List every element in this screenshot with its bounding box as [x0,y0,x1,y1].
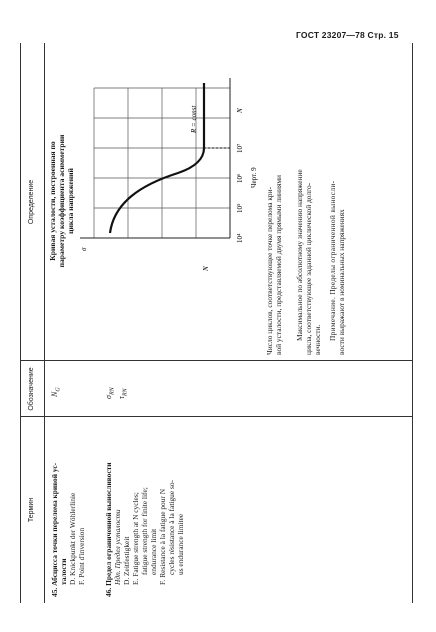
definition-46-line-2: цикла, соответствующее заданной циклической долго- [304,182,313,355]
term-46-french-3: us endurance limitee [176,513,185,575]
definition-46-line-3: вечности. [313,324,322,355]
designation-46-tau-sub: RN [122,388,129,397]
table-line-bottom [412,43,413,603]
definition-45-title-2: параметру коэффициента асимметрии [57,134,66,268]
fatigue-curve-figure [74,73,260,273]
y-axis-label: σ [80,247,88,251]
term-46-french-2: cycles résistance à la fatigue so- [167,479,176,575]
column-divider-2 [20,360,412,361]
term-45-title-1: Абсцисса точки перелома кривой ус- [50,462,59,586]
term-46-number: 46. [104,587,113,597]
term-46-english-2: fatigue strength for finite life; [140,487,149,575]
tick-label-1: 10⁴ [236,233,244,243]
figure-caption: Черт. 9 [250,167,258,188]
definition-46-note-2: вости выражают в номинальных напряжениях [337,209,346,355]
definition-45-line-1: Число циклов, соответствующее точке перелома кри- [265,186,274,355]
definition-45-title-1: Кривая усталости, построенная по [48,141,57,261]
table-line-header [44,43,45,603]
term-45-title-2: талости [59,558,68,585]
tick-label-3: 10⁶ [236,173,244,183]
designation-45-sub: G [55,387,62,392]
definition-45-title [48,47,75,355]
term-46-german: D. Zeitfestigkeit [122,536,131,585]
definition-46-text [295,47,346,355]
term-45-number: 45. [50,587,59,597]
column-divider-1 [20,416,412,417]
column-header-designation: Обозначение [28,367,35,411]
term-45-french: F. Point d'inversion [77,527,86,585]
term-46-english-1: E. Fatigue strength at N cycles; [131,492,140,585]
term-46-english-3: endurance limit [149,528,158,575]
tick-label-2: 10⁵ [236,203,244,213]
designation-45 [50,387,62,397]
column-header-term: Термин [28,497,35,523]
page-header: ГОСТ 23207—78 Стр. 15 [296,30,399,40]
designation-46-sigma-sub: RN [109,387,116,396]
term-45-german: D. Knickpunkt der Wöhlerlinie [68,492,77,585]
table-line-top [20,43,21,603]
term-45 [50,419,86,597]
term-46-note: Hдп. Предел усталости [113,509,122,585]
rotated-table [20,43,412,603]
term-46 [104,419,185,597]
definition-45-title-3: цикла напряжений [66,168,75,234]
curve-label: R = const [190,105,198,133]
definition-45-text [265,47,283,355]
definition-46-note-1: Примечание. Пределы ограниченной выносли- [328,180,337,341]
tick-label-4: 10⁷ [236,143,244,153]
designation-45-symbol: N [50,391,59,397]
column-header-definition: Определение [28,179,35,225]
designation-46-sigma-symbol: σ [104,395,113,399]
term-46-french-1: F. Resistance à la fatigue pour N [158,488,167,585]
designation-46-sigma [104,387,116,399]
knee-mark-label: N [202,266,210,271]
designation-46-tau-symbol: τ [117,396,126,399]
designation-46-tau [117,388,129,399]
term-46-title: Предел ограниченной выносливости [104,462,113,586]
definition-45-line-2: вой усталости, представляемой двумя прямыми линиями [274,175,283,355]
definition-46-line-1: Максимальное по абсолютному значению напряжение [295,169,304,341]
x-axis-label: N [236,108,244,113]
